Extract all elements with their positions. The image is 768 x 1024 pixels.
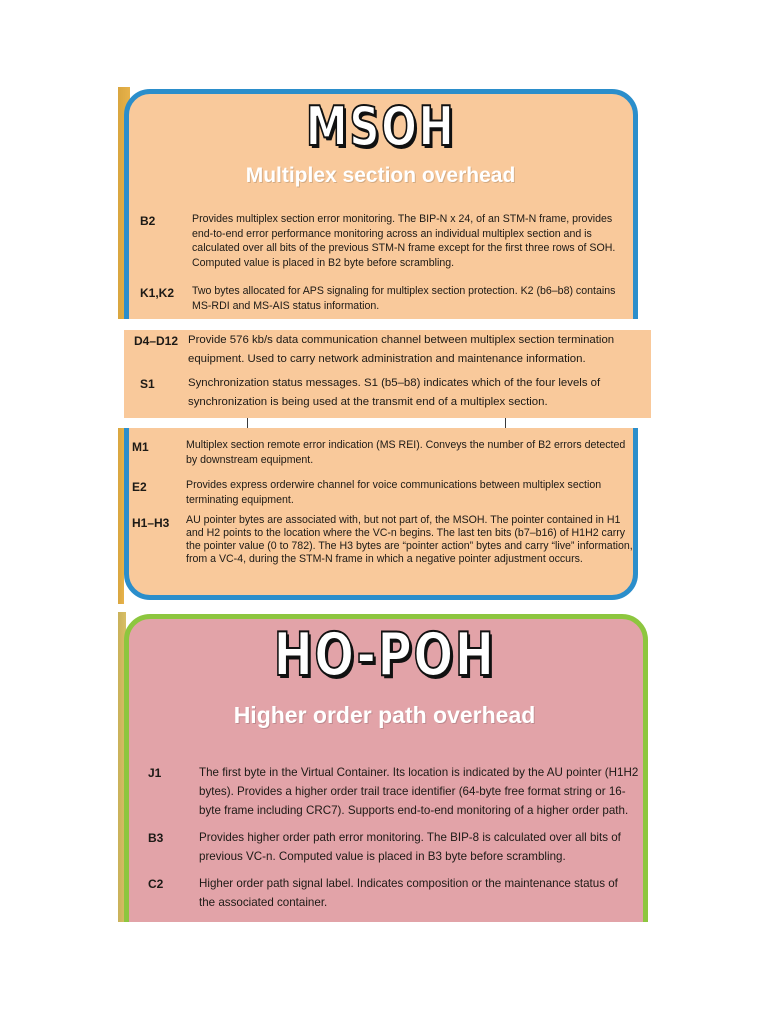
desc-s1: Synchronization status messages. S1 (b5–b8) indicates which of the four levels of synchronization is being used at the transmit end of a multiplex section. xyxy=(188,377,601,408)
hopoh-subtitle: Higher order path overhead xyxy=(233,702,536,728)
code-c2: C2 xyxy=(148,877,164,891)
desc-c2: Higher order path signal label. Indicates composition or the maintenance status of the associated container. xyxy=(199,877,618,909)
msoh-card-middle xyxy=(124,330,651,418)
desc-d4-d12: Provide 576 kb/s data communication channel between multiplex section termination equipment. Used to carry network administration and maintenance information. xyxy=(188,334,615,365)
code-h1-h3: H1–H3 xyxy=(132,516,170,530)
desc-h1-h3: AU pointer bytes are associated with, but not part of, the MSOH. The pointer contained in H1 and H2 points to the location where the VC-n begins. The last ten bits (b7–b16) of H1H2 carry the pointer value (0 to 782). The H3 bytes are “pointer action” bytes and carry “live” information, from a VC-4, during the STM-N frame in which a negative pointer adjustment occurs. xyxy=(186,514,633,565)
desc-j1: The first byte in the Virtual Container. Its location is indicated by the AU pointer (H1H2 bytes). Provides a higher order trail trace identifier (64-byte free format string or 16-byte frame including CRC7). Supports end-to-end monitoring of a higher order path. xyxy=(199,766,639,817)
code-j1: J1 xyxy=(148,766,162,780)
desc-k1k2: Two bytes allocated for APS signaling for multiplex section protection. K2 (b6–b8) contains MS-RDI and MS-AIS status information. xyxy=(192,285,616,312)
desc-b3: Provides higher order path error monitoring. The BIP-8 is calculated over all bits of previous VC-n. Computed value is placed in B3 byte before scrambling. xyxy=(199,831,621,863)
code-e2: E2 xyxy=(132,480,147,494)
hopoh-title: HO-POH xyxy=(273,620,496,690)
msoh-card-bottom xyxy=(118,428,643,604)
code-s1: S1 xyxy=(140,377,155,391)
msoh-card-top xyxy=(118,87,643,319)
desc-b2: Provides multiplex section error monitoring. The BIP-N x 24, of an STM-N frame, provides end-to-end error performance monitoring across an individual multiplex section and is calculated over all bits of the previous STM-N frame except for the first three rows of SOH. Computed value is placed in B2 byte before scrambling. xyxy=(192,213,616,269)
code-b2: B2 xyxy=(140,214,156,228)
desc-e2: Provides express orderwire channel for voice communications between multiplex section terminating equipment. xyxy=(186,479,602,506)
code-k1k2: K1,K2 xyxy=(140,286,175,300)
desc-m1: Multiplex section remote error indication (MS REI). Conveys the number of B2 errors detected by downstream equipment. xyxy=(186,439,626,466)
msoh-subtitle: Multiplex section overhead xyxy=(245,164,516,187)
code-d4-d12: D4–D12 xyxy=(134,334,179,348)
code-m1: M1 xyxy=(132,440,149,454)
code-b3: B3 xyxy=(148,831,164,845)
hopoh-card xyxy=(118,612,651,922)
msoh-title: MSOH xyxy=(305,95,456,158)
